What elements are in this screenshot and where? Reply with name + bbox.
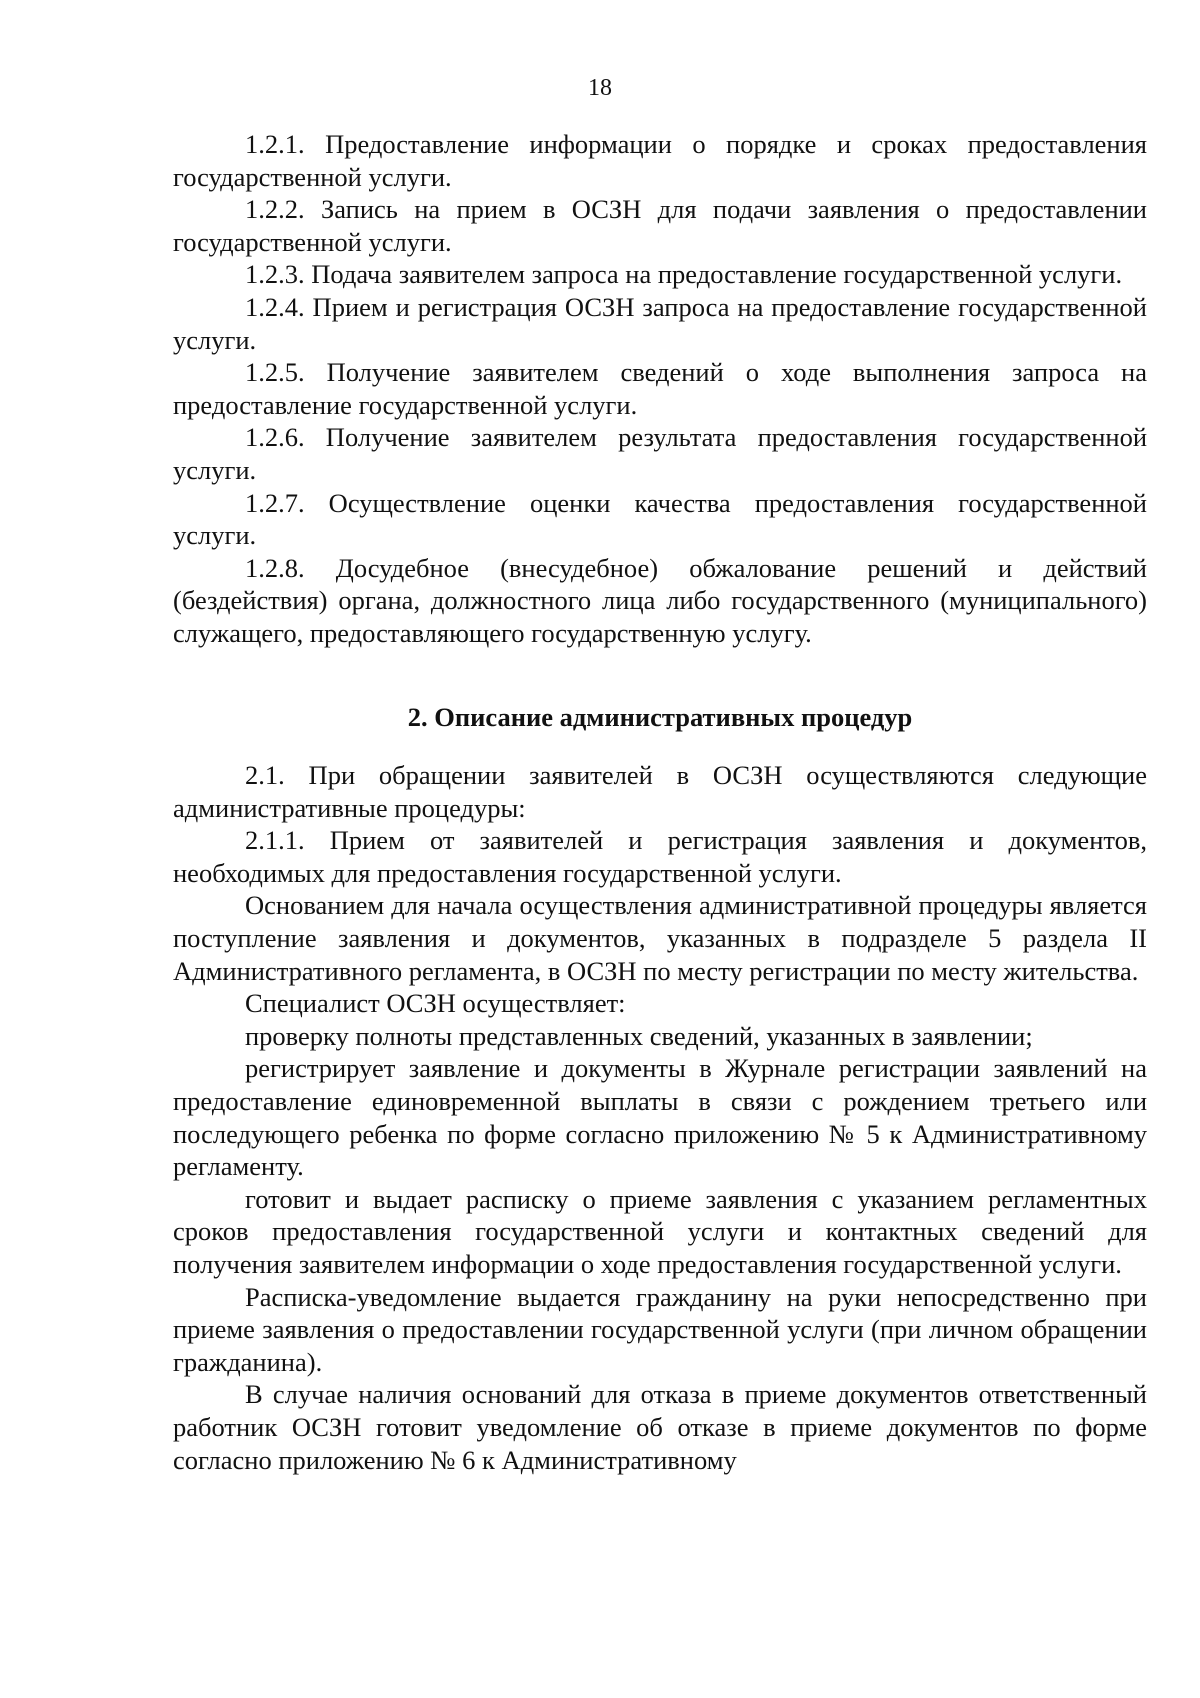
section-heading: 2. Описание административных процедур — [407, 701, 913, 732]
document-body — [173, 128, 1147, 1476]
list-item-1-2-7: 1.2.7. Осуществление оценки качества предоставления государственной услуги. — [173, 487, 1147, 551]
paragraph-notification: Расписка-уведомление выдается гражданину на руки непосредственно при приеме заявления о предоставлении государственной услуги (при личном обращении гражданина). — [173, 1281, 1147, 1377]
list-item-1-2-5: 1.2.5. Получение заявителем сведений о ходе выполнения запроса на предоставление государственной услуги. — [173, 357, 1147, 420]
list-item-1-2-2: 1.2.2. Запись на прием в ОСЗН для подачи заявления о предоставлении государственной услуги. — [173, 194, 1147, 257]
paragraph-register: регистрирует заявление и документы в Журнале регистрации заявлений на предоставление единовременной выплаты в связи с рождением третьего или последующего ребенка по форме согласно приложению № 5 к Административному регламенту. — [173, 1053, 1147, 1182]
paragraph-specialist: Специалист ОСЗН осуществляет: — [245, 988, 626, 1019]
paragraph-2-1-1: 2.1.1. Прием от заявителей и регистрация заявления и документов, необходимых для предоставления государственной услуги. — [173, 825, 1147, 888]
list-item-1-2-6: 1.2.6. Получение заявителем результата предоставления государственной услуги. — [173, 422, 1147, 485]
list-item-1-2-4: 1.2.4. Прием и регистрация ОСЗН запроса на предоставление государственной услуги. — [173, 291, 1147, 355]
list-item-1-2-8: 1.2.8. Досудебное (внесудебное) обжалование решений и действий (бездействия) органа, должностного лица либо государственного (муниципального) служащего, предоставляющего государственную услугу. — [173, 552, 1147, 648]
paragraph-refusal: В случае наличия оснований для отказа в приеме документов ответственный работник ОСЗН готовит уведомление об отказе в приеме документов по форме согласно приложению № 6 к Административному — [173, 1379, 1147, 1475]
list-item-1-2-3: 1.2.3. Подача заявителем запроса на предоставление государственной услуги. — [245, 259, 1123, 290]
paragraph-receipt: готовит и выдает расписку о приеме заявления с указанием регламентных сроков предоставления государственной услуги и контактных сведений для получения заявителем информации о ходе предоставления государственной услуги. — [173, 1183, 1147, 1279]
list-item-1-2-1: 1.2.1. Предоставление информации о порядке и сроках предоставления государственной услуги. — [173, 129, 1147, 192]
page-number: 18 — [588, 75, 612, 101]
paragraph-basis: Основанием для начала осуществления административной процедуры является поступление заявления и документов, указанных в подразделе 5 раздела II Административного регламента, в ОСЗН по месту регистрации по месту жительства. — [173, 890, 1147, 986]
paragraph-2-1: 2.1. При обращении заявителей в ОСЗН осуществляются следующие административные процедуры: — [173, 760, 1147, 823]
paragraph-check: проверку полноты представленных сведений, указанных в заявлении; — [245, 1020, 1033, 1051]
